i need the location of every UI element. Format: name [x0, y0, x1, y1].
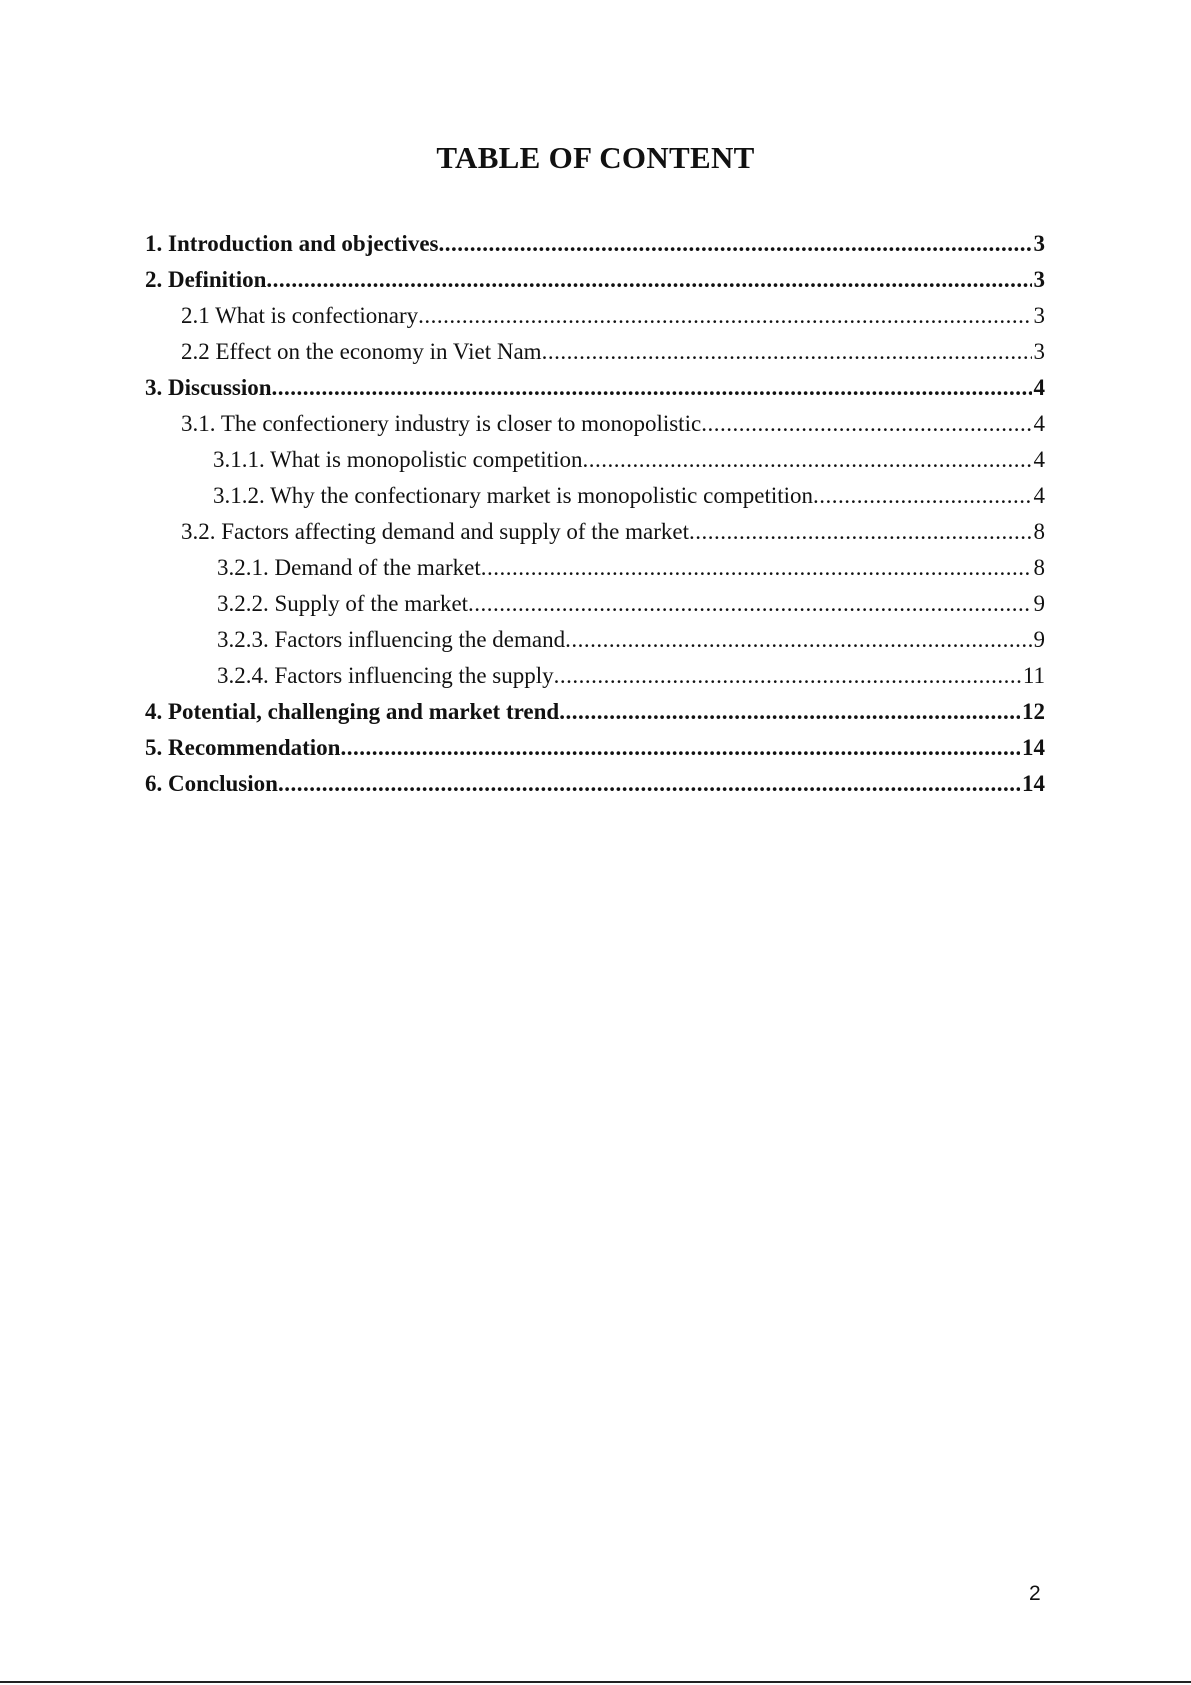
toc-page-number: 3	[1033, 339, 1045, 364]
toc-dot-leader	[554, 658, 1021, 694]
toc-dot-leader	[813, 478, 1032, 514]
toc-entry-title: 3.2.4. Factors influencing the supply	[217, 663, 554, 688]
toc-dot-leader	[582, 442, 1031, 478]
page-number: 2	[1029, 1582, 1041, 1605]
toc-page-number: 3	[1033, 303, 1045, 328]
toc-entry-title: 3.1.2. Why the confectionary market is monopolistic competition	[213, 483, 813, 508]
toc-entry-title: 2. Definition	[145, 267, 267, 292]
toc-entry[interactable]	[145, 226, 1045, 262]
toc-page-number: 3	[1033, 267, 1045, 292]
toc-entry-title: 3.2.2. Supply of the market	[217, 591, 469, 616]
toc-page-number: 9	[1033, 591, 1045, 616]
toc-entry-title: 3. Discussion	[145, 375, 272, 400]
toc-entry[interactable]	[145, 694, 1045, 730]
toc-entry-title: 2.1 What is confectionary	[181, 303, 419, 328]
toc-entry-title: 1. Introduction and objectives	[145, 231, 439, 256]
toc-page-number: 4	[1033, 411, 1045, 436]
toc-entry[interactable]	[145, 406, 1045, 442]
toc-dot-leader	[701, 406, 1031, 442]
toc-entry[interactable]	[145, 550, 1045, 586]
toc-page-number: 4	[1033, 483, 1045, 508]
toc-entry[interactable]	[145, 370, 1045, 406]
toc-dot-leader	[468, 586, 1031, 622]
toc-entry[interactable]	[145, 622, 1045, 658]
toc-page-number: 8	[1033, 519, 1045, 544]
toc-page-number: 4	[1033, 447, 1045, 472]
page-title: TABLE OF CONTENT	[436, 140, 755, 175]
toc-entry[interactable]	[145, 766, 1045, 802]
toc-entry-title: 4. Potential, challenging and market trend	[145, 699, 560, 724]
toc-entry-title: 5. Recommendation	[145, 735, 341, 760]
toc-entry[interactable]	[145, 262, 1045, 298]
toc-page-number: 3	[1033, 231, 1045, 256]
toc-page-number: 14	[1022, 771, 1045, 796]
page-bottom-edge	[0, 1681, 1191, 1683]
toc-entry-title: 6. Conclusion	[145, 771, 278, 796]
toc-page-number: 11	[1022, 663, 1045, 688]
toc-page-number: 9	[1033, 627, 1045, 652]
toc-entry[interactable]	[145, 586, 1045, 622]
toc-dot-leader	[542, 334, 1032, 370]
toc-entry[interactable]	[145, 514, 1045, 550]
toc-entry-title: 3.2.1. Demand of the market	[217, 555, 481, 580]
toc-dot-leader	[266, 262, 1031, 298]
toc-dot-leader	[278, 766, 1020, 802]
toc-dot-leader	[439, 226, 1032, 262]
toc-page-number: 14	[1022, 735, 1045, 760]
toc-entry[interactable]	[145, 658, 1045, 694]
toc-entry-title: 3.2.3. Factors influencing the demand	[217, 627, 566, 652]
toc-entry[interactable]	[145, 730, 1045, 766]
toc-page-number: 4	[1033, 375, 1045, 400]
toc-entry-title: 3.1. The confectionery industry is closer to monopolistic	[181, 411, 702, 436]
table-of-contents	[145, 226, 1045, 802]
toc-entry[interactable]	[145, 334, 1045, 370]
toc-dot-leader	[565, 622, 1031, 658]
toc-dot-leader	[559, 694, 1020, 730]
toc-dot-leader	[340, 730, 1020, 766]
toc-entry-title: 2.2 Effect on the economy in Viet Nam	[181, 339, 542, 364]
toc-entry[interactable]	[145, 298, 1045, 334]
toc-dot-leader	[481, 550, 1032, 586]
toc-dot-leader	[689, 514, 1032, 550]
toc-entry-title: 3.2. Factors affecting demand and supply of the market	[181, 519, 689, 544]
toc-entry[interactable]	[145, 478, 1045, 514]
toc-page-number: 12	[1022, 699, 1045, 724]
toc-dot-leader	[272, 370, 1032, 406]
toc-entry-title: 3.1.1. What is monopolistic competition	[213, 447, 583, 472]
toc-dot-leader	[418, 298, 1031, 334]
toc-page-number: 8	[1033, 555, 1045, 580]
toc-entry[interactable]	[145, 442, 1045, 478]
